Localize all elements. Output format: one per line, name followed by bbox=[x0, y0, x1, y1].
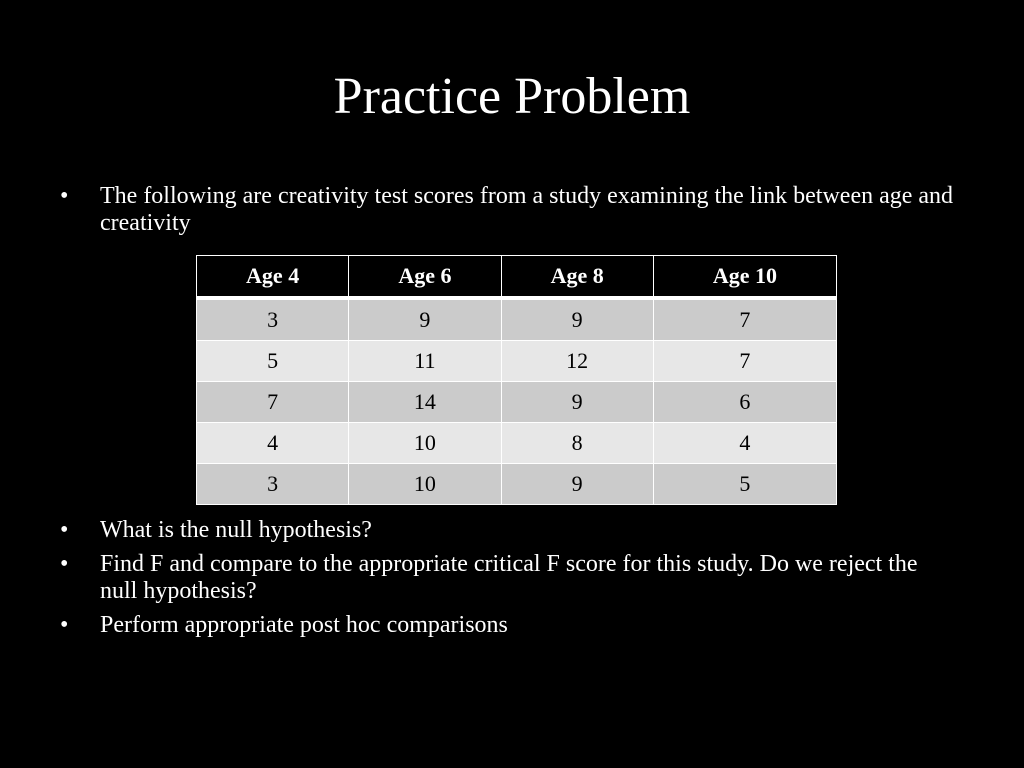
table-cell: 7 bbox=[653, 298, 836, 341]
bullet-text: Perform appropriate post hoc comparisons bbox=[100, 612, 508, 638]
table-cell: 10 bbox=[349, 464, 501, 505]
slide-title: Practice Problem bbox=[333, 68, 691, 125]
table-cell: 3 bbox=[197, 464, 349, 505]
bullet-text: Find F and compare to the appropriate critical F score for this study. Do we reject the null hypothesis? bbox=[100, 551, 918, 604]
column-header: Age 10 bbox=[653, 256, 836, 299]
bullet-text: What is the null hypothesis? bbox=[100, 517, 372, 543]
table-cell: 8 bbox=[501, 423, 653, 464]
table-cell: 9 bbox=[349, 298, 501, 341]
column-header: Age 8 bbox=[501, 256, 653, 299]
table-cell: 3 bbox=[197, 298, 349, 341]
table-cell: 11 bbox=[349, 341, 501, 382]
bullet-marker: • bbox=[60, 612, 69, 638]
bullet-item bbox=[60, 183, 960, 237]
table-row bbox=[197, 341, 837, 382]
column-header: Age 6 bbox=[349, 256, 501, 299]
table-cell: 4 bbox=[197, 423, 349, 464]
table-cell: 4 bbox=[653, 423, 836, 464]
table-row bbox=[197, 382, 837, 423]
table-cell: 7 bbox=[653, 341, 836, 382]
table-row bbox=[197, 464, 837, 505]
bullet-item bbox=[60, 612, 960, 639]
bullet-marker: • bbox=[60, 517, 69, 543]
table-cell: 9 bbox=[501, 464, 653, 505]
bullet-marker: • bbox=[60, 551, 69, 577]
table-cell: 10 bbox=[349, 423, 501, 464]
bullet-item bbox=[60, 517, 960, 544]
column-header: Age 4 bbox=[197, 256, 349, 299]
table-cell: 9 bbox=[501, 298, 653, 341]
table-cell: 14 bbox=[349, 382, 501, 423]
table-cell: 6 bbox=[653, 382, 836, 423]
table-cell: 5 bbox=[197, 341, 349, 382]
table-row bbox=[197, 298, 837, 341]
intro-bullet-list bbox=[60, 183, 960, 237]
bullet-marker: • bbox=[60, 183, 69, 209]
bullet-item bbox=[60, 551, 960, 605]
bullet-text: The following are creativity test scores from a study examining the link between age and creativity bbox=[100, 183, 954, 236]
table-cell: 12 bbox=[501, 341, 653, 382]
table-cell: 5 bbox=[653, 464, 836, 505]
table-row bbox=[197, 423, 837, 464]
question-bullet-list bbox=[60, 517, 960, 646]
scores-table bbox=[196, 255, 837, 505]
table-cell: 9 bbox=[501, 382, 653, 423]
table-cell: 7 bbox=[197, 382, 349, 423]
table-header-row bbox=[197, 256, 837, 299]
